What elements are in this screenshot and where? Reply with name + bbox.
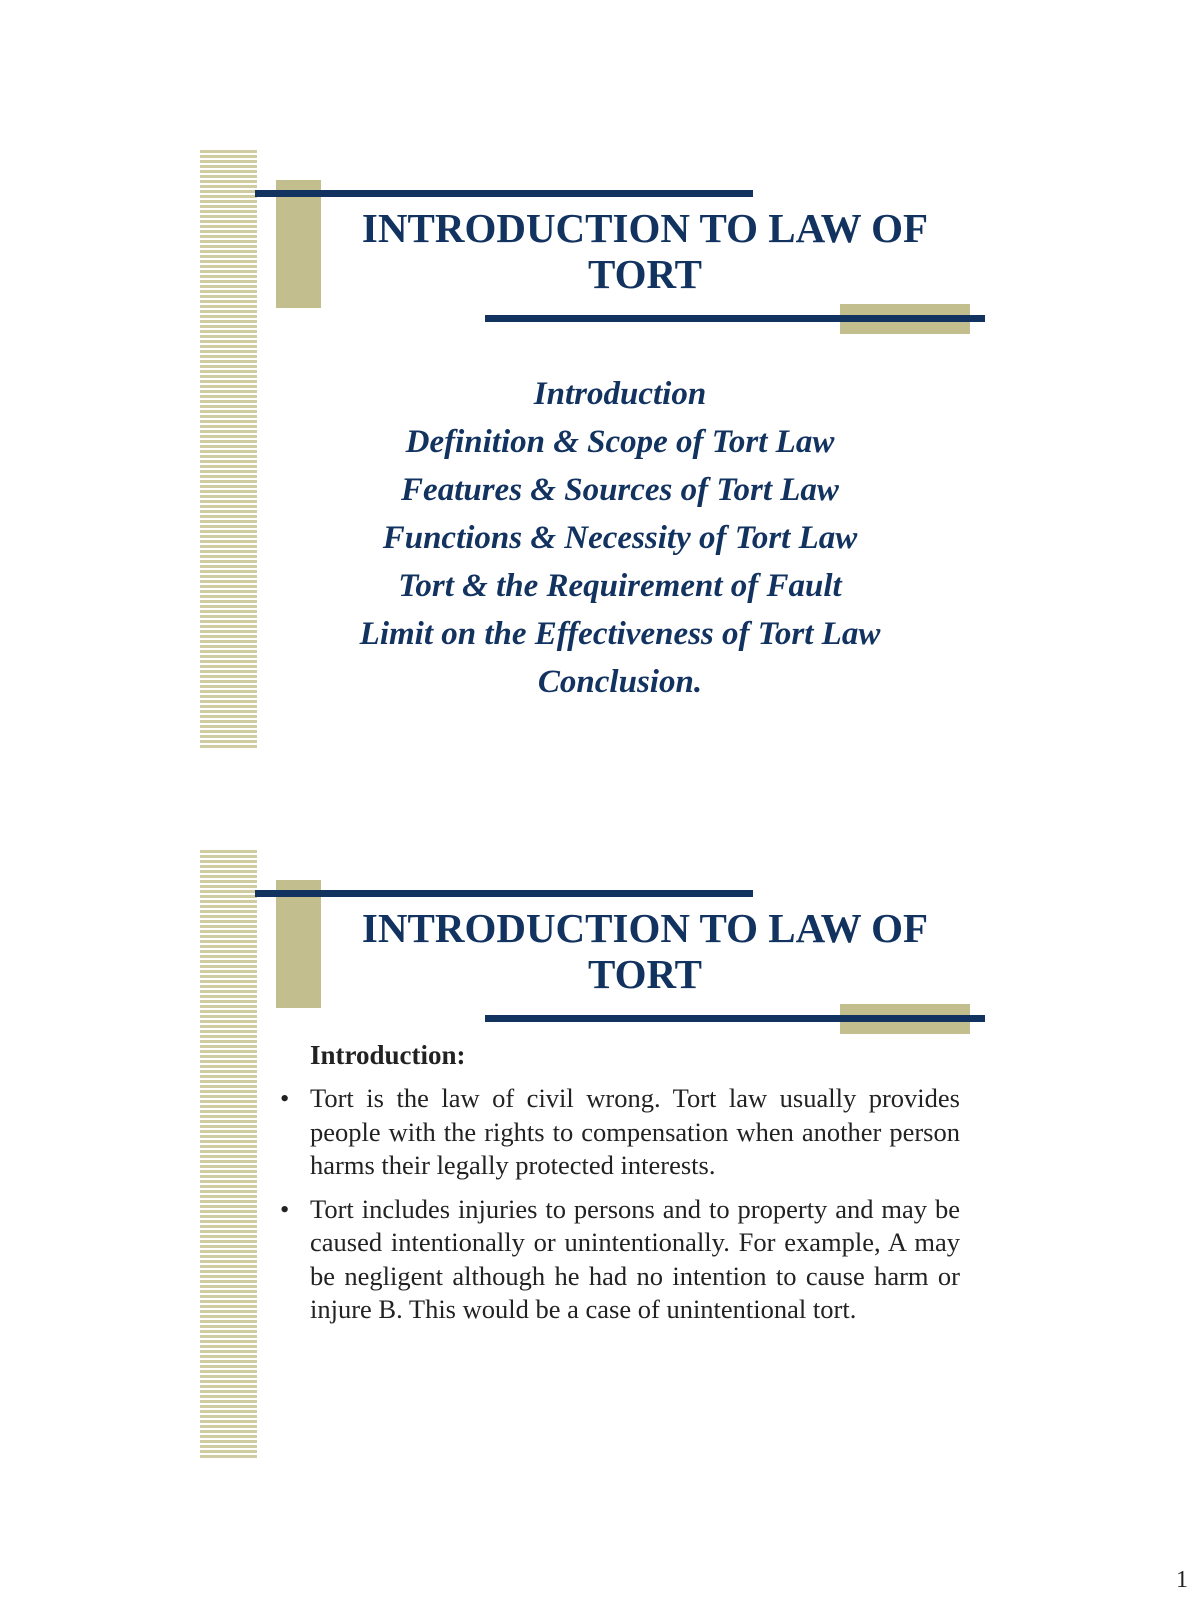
section-heading: Introduction: (310, 1040, 466, 1070)
bullet-item: • Tort includes injuries to persons and to property and may be caused intentionally or unintentionally. For example, A may be negligent although he had no intention to cause harm or injure B. This would be a case of unintentional tort. (280, 1193, 960, 1327)
bullet-list (280, 1082, 960, 1337)
decorative-stripe-bar (200, 150, 257, 750)
decorative-navy-rule-top (255, 890, 753, 897)
decorative-navy-rule-bottom (485, 1015, 985, 1022)
agenda-item: Functions & Necessity of Tort Law (382, 520, 858, 556)
agenda-item: Limit on the Effectiveness of Tort Law (359, 616, 881, 652)
agenda-item: Definition & Scope of Tort Law (405, 424, 835, 460)
agenda-item: Features & Sources of Tort Law (401, 472, 839, 508)
decorative-navy-rule-top (255, 190, 753, 197)
page-number: 1 (1176, 1567, 1188, 1593)
agenda-item: Introduction (533, 376, 707, 412)
bullet-item: • Tort is the law of civil wrong. Tort law usually provides people with the rights to compensation when another person harms their legally protected interests. (280, 1082, 960, 1183)
slide-title-line-2: TORT (587, 951, 702, 997)
decorative-olive-block (276, 180, 321, 308)
slide-title (320, 905, 970, 997)
slide-title-line-1: INTRODUCTION TO LAW OF (361, 905, 929, 951)
agenda-item: Tort & the Requirement of Fault (398, 568, 842, 604)
agenda-item: Conclusion. (537, 664, 703, 700)
decorative-olive-block (276, 880, 321, 1008)
decorative-stripe-bar (200, 850, 257, 1460)
slide-1 (0, 150, 1200, 750)
slide-title-line-1: INTRODUCTION TO LAW OF (361, 205, 929, 251)
agenda-list (270, 370, 970, 706)
slide-title-line-2: TORT (587, 251, 702, 297)
slide-title (320, 205, 970, 297)
decorative-navy-rule-bottom (485, 315, 985, 322)
slide-2 (0, 850, 1200, 1470)
